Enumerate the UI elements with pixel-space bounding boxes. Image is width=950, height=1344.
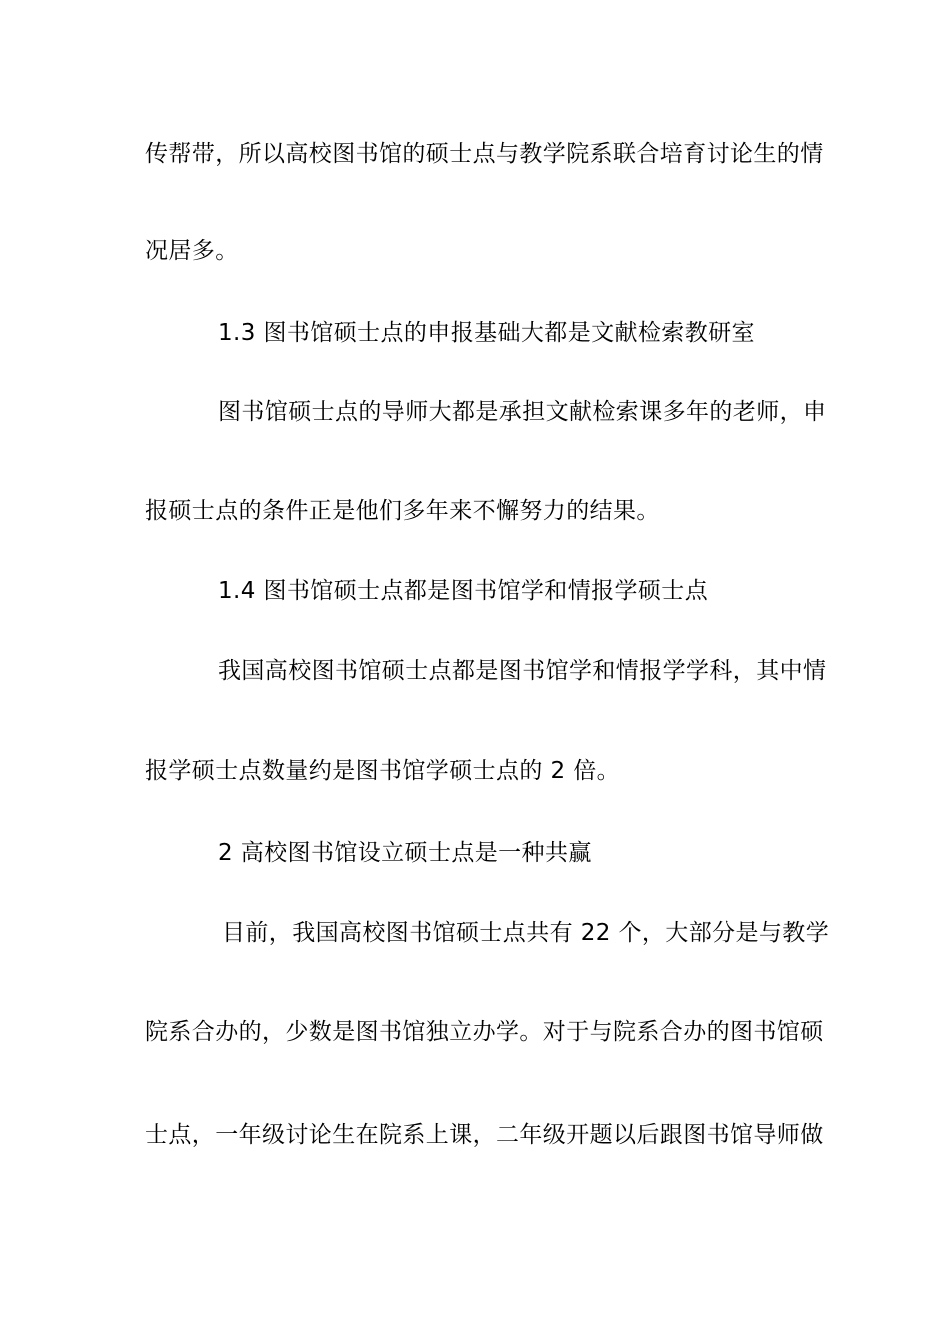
paragraph-line: 报硕士点的条件正是他们多年来不懈努力的结果。	[145, 498, 660, 524]
paragraph-line: 况居多。	[145, 238, 239, 264]
section-heading-1-3: 1.3 图书馆硕士点的申报基础大都是文献检索教研室	[218, 320, 755, 346]
paragraph-line: 士点，一年级讨论生在院系上课，二年级开题以后跟图书馆导师做	[145, 1122, 824, 1148]
paragraph-line: 传帮带，所以高校图书馆的硕士点与教学院系联合培育讨论生的情	[145, 141, 824, 167]
paragraph-line: 院系合办的，少数是图书馆独立办学。对于与院系合办的图书馆硕	[145, 1019, 824, 1045]
section-heading-2: 2 高校图书馆设立硕士点是一种共赢	[218, 840, 592, 866]
paragraph-line: 我国高校图书馆硕士点都是图书馆学和情报学学科，其中情	[218, 658, 827, 684]
paragraph-line: 报学硕士点数量约是图书馆学硕士点的 2 倍。	[145, 758, 621, 784]
paragraph-line: 图书馆硕士点的导师大都是承担文献检索课多年的老师，申	[218, 399, 827, 425]
section-heading-1-4: 1.4 图书馆硕士点都是图书馆学和情报学硕士点	[218, 578, 709, 604]
paragraph-line: 目前，我国高校图书馆硕士点共有 22 个，大部分是与教学	[222, 920, 830, 946]
